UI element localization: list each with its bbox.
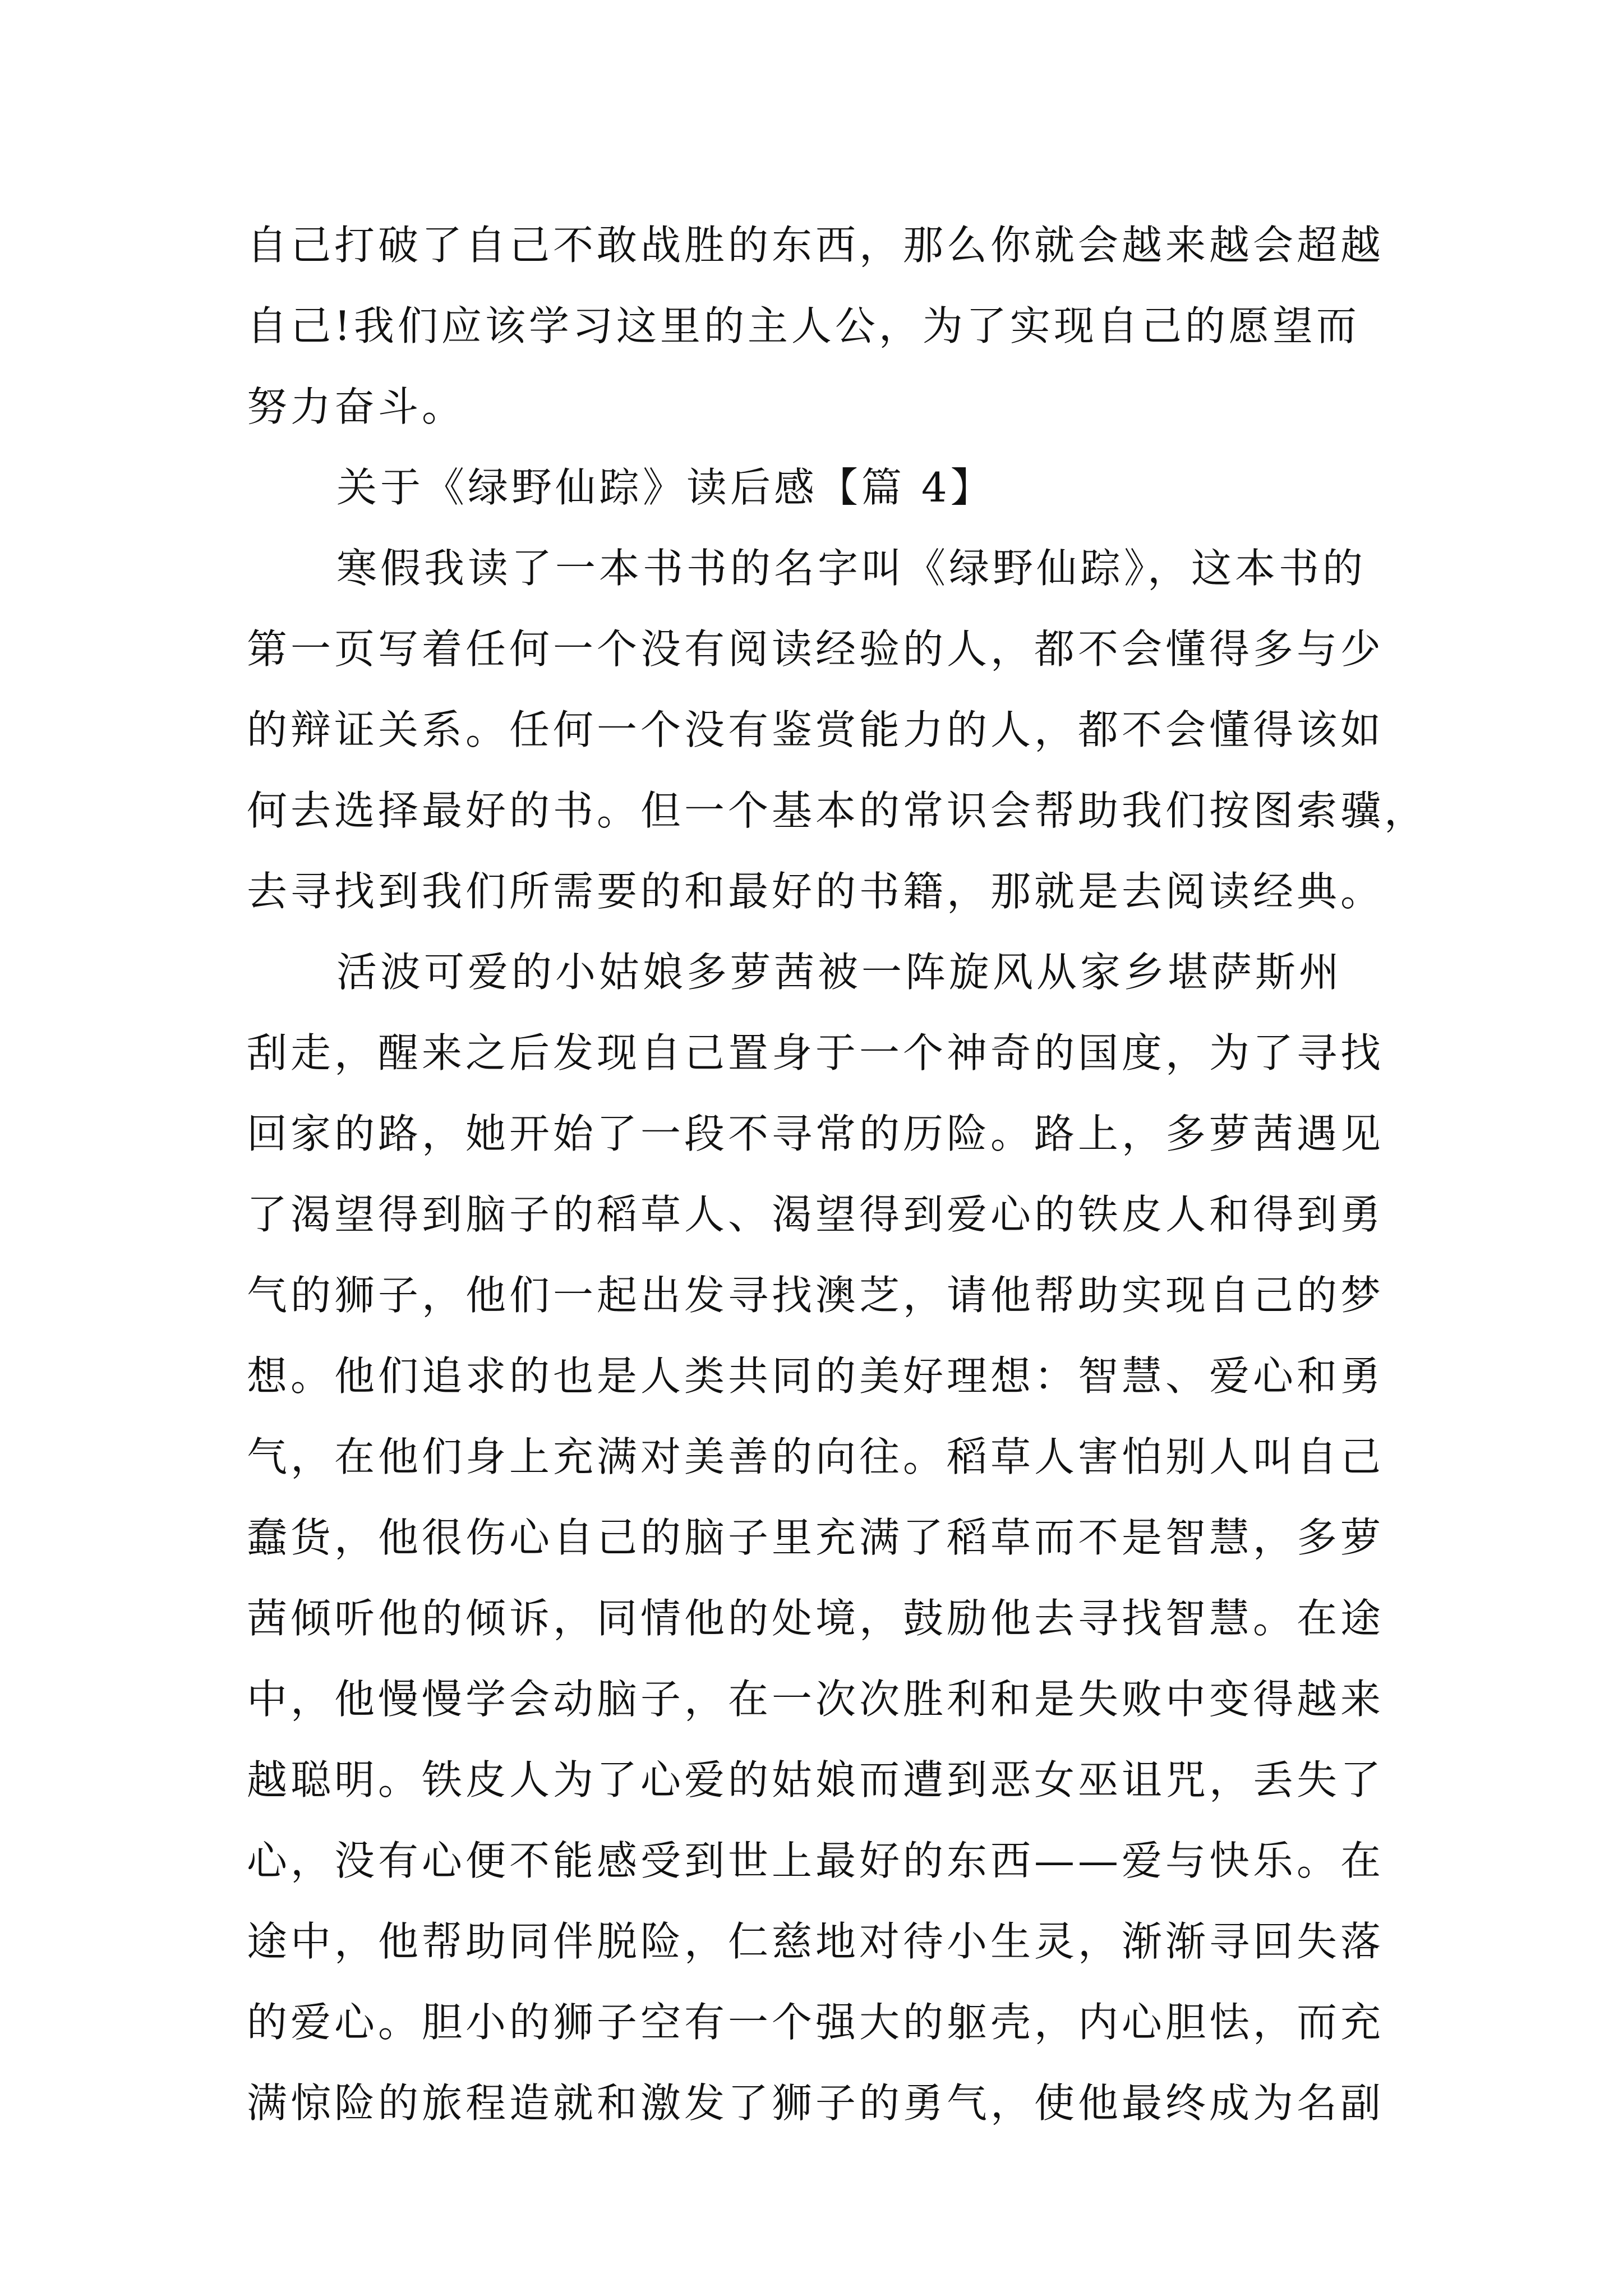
text-line: 去寻找到我们所需要的和最好的书籍，那就是去阅读经典。 (247, 868, 1385, 915)
text-line: 何去选择最好的书。但一个基本的常识会帮助我们按图索骥， (247, 787, 1428, 834)
text-line: 回家的路，她开始了一段不寻常的历险。路上，多萝茜遇见 (247, 1110, 1385, 1157)
text-line: 的辩证关系。任何一个没有鉴赏能力的人，都不会懂得该如 (247, 706, 1385, 753)
section-heading: 关于《绿野仙踪》读后感【篇 4】 (336, 464, 994, 511)
text-line: 气，在他们身上充满对美善的向往。稻草人害怕别人叫自己 (247, 1433, 1385, 1480)
text-line: 气的狮子，他们一起出发寻找澳芝，请他帮助实现自己的梦 (247, 1272, 1385, 1319)
text-line: 想。他们追求的也是人类共同的美好理想：智慧、爱心和勇 (247, 1352, 1385, 1400)
text-line: 努力奋斗。 (247, 383, 466, 430)
body-text (247, 205, 1428, 2143)
text-line: 活波可爱的小姑娘多萝茜被一阵旋风从家乡堪萨斯州 (336, 949, 1343, 996)
text-line: 中，他慢慢学会动脑子，在一次次胜利和是失败中变得越来 (247, 1676, 1385, 1723)
text-line: 心，没有心便不能感受到世上最好的东西——爱与快乐。在 (247, 1837, 1385, 1884)
text-line: 越聪明。铁皮人为了心爱的姑娘而遭到恶女巫诅咒，丢失了 (247, 1756, 1385, 1803)
text-line: 了渴望得到脑子的稻草人、渴望得到爱心的铁皮人和得到勇 (247, 1191, 1385, 1238)
text-line: 刮走，醒来之后发现自己置身于一个神奇的国度，为了寻找 (247, 1029, 1385, 1076)
text-line: 自己!我们应该学习这里的主人公，为了实现自己的愿望而 (247, 302, 1360, 349)
text-line: 茜倾听他的倾诉，同情他的处境，鼓励他去寻找智慧。在途 (247, 1595, 1385, 1642)
text-line: 满惊险的旅程造就和激发了狮子的勇气，使他最终成为名副 (247, 2079, 1385, 2127)
text-line: 寒假我读了一本书书的名字叫《绿野仙踪》，这本书的 (336, 545, 1367, 592)
text-line: 途中，他帮助同伴脱险，仁慈地对待小生灵，渐渐寻回失落 (247, 1918, 1385, 1965)
text-line: 第一页写着任何一个没有阅读经验的人，都不会懂得多与少 (247, 625, 1385, 673)
text-line: 蠢货，他很伤心自己的脑子里充满了稻草而不是智慧，多萝 (247, 1514, 1385, 1561)
text-line: 自己打破了自己不敢战胜的东西，那么你就会越来越会超越 (247, 222, 1385, 269)
text-line: 的爱心。胆小的狮子空有一个强大的躯壳，内心胆怯，而充 (247, 1999, 1385, 2046)
